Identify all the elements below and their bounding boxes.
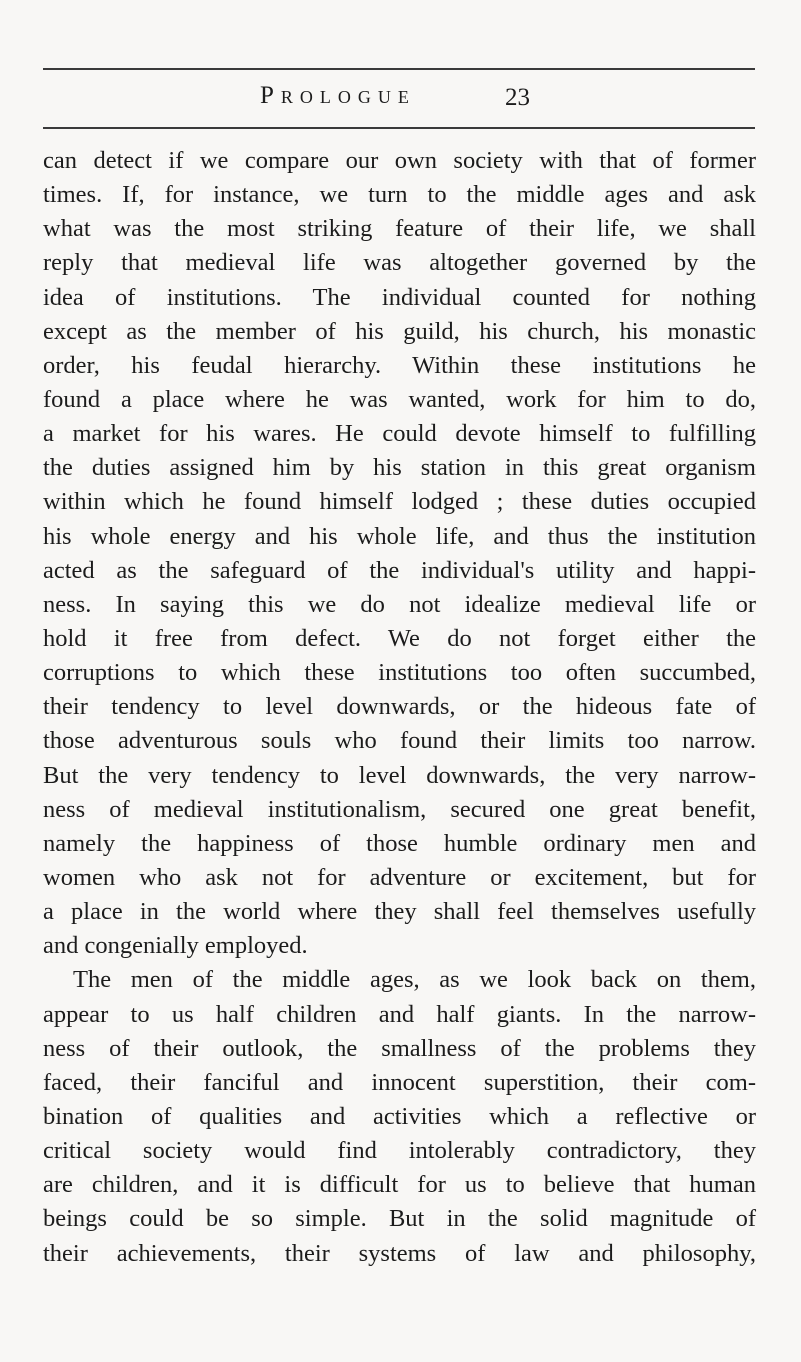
text-line: except as the member of his guild, his church, his monastic [43,317,756,345]
text-line: those adventurous souls who found their limits too narrow. [43,727,756,755]
text-line: faced, their fanciful and innocent superstition, their com- [43,1068,756,1096]
text-line: critical society would find intolerably contradictory, they [43,1137,756,1165]
text-line: times. If, for instance, we turn to the middle ages and ask [43,181,756,209]
text-line: found a place where he was wanted, work for him to do, [43,385,756,413]
text-line: are children, and it is difficult for us to believe that human [43,1171,756,1199]
text-line: their tendency to level downwards, or the hideous fate of [43,693,756,721]
text-line: women who ask not for adventure or excitement, but for [43,863,756,891]
running-title: Prologue [260,82,416,109]
text-line: reply that medieval life was altogether governed by the [43,249,756,277]
text-line: hold it free from defect. We do not forget either the [43,624,756,652]
text-line: ness of their outlook, the smallness of the problems they [43,1034,756,1062]
paragraph-end-line: and congenially employed. [43,932,308,960]
text-line: ness. In saying this we do not idealize medieval life or [43,590,756,618]
text-line: ness of medieval institutionalism, secured one great benefit, [43,795,756,823]
text-line: what was the most striking feature of their life, we shall [43,215,756,243]
text-line: can detect if we compare our own society with that of former [43,147,756,174]
text-line: namely the happiness of those humble ordinary men and [43,829,756,857]
header-top-rule [43,68,755,70]
text-line: order, his feudal hierarchy. Within these institutions he [43,351,756,379]
text-line: appear to us half children and half giants. In the narrow- [43,1000,756,1028]
text-line: a market for his wares. He could devote himself to fulfilling [43,420,756,448]
text-line: corruptions to which these institutions too often succumbed, [43,659,756,687]
paragraph-start-line: The men of the middle ages, as we look back on them, [73,966,756,994]
text-line: their achievements, their systems of law and philosophy, [43,1239,756,1267]
page-number: 23 [505,84,530,111]
text-line: his whole energy and his whole life, and thus the institution [43,522,756,550]
body-text [43,144,756,1271]
text-line: a place in the world where they shall feel themselves usefully [43,898,756,926]
text-line: But the very tendency to level downwards, the very narrow- [43,761,756,789]
text-line: idea of institutions. The individual counted for nothing [43,283,756,311]
text-line: bination of qualities and activities which a reflective or [43,1102,756,1130]
text-line: beings could be so simple. But in the solid magnitude of [43,1205,756,1233]
text-line: the duties assigned him by his station in this great organism [43,454,756,482]
text-line: within which he found himself lodged ; these duties occupied [43,488,756,516]
header-bottom-rule [43,127,755,129]
running-head [0,82,801,122]
text-line: acted as the safeguard of the individual's utility and happi- [43,556,756,584]
